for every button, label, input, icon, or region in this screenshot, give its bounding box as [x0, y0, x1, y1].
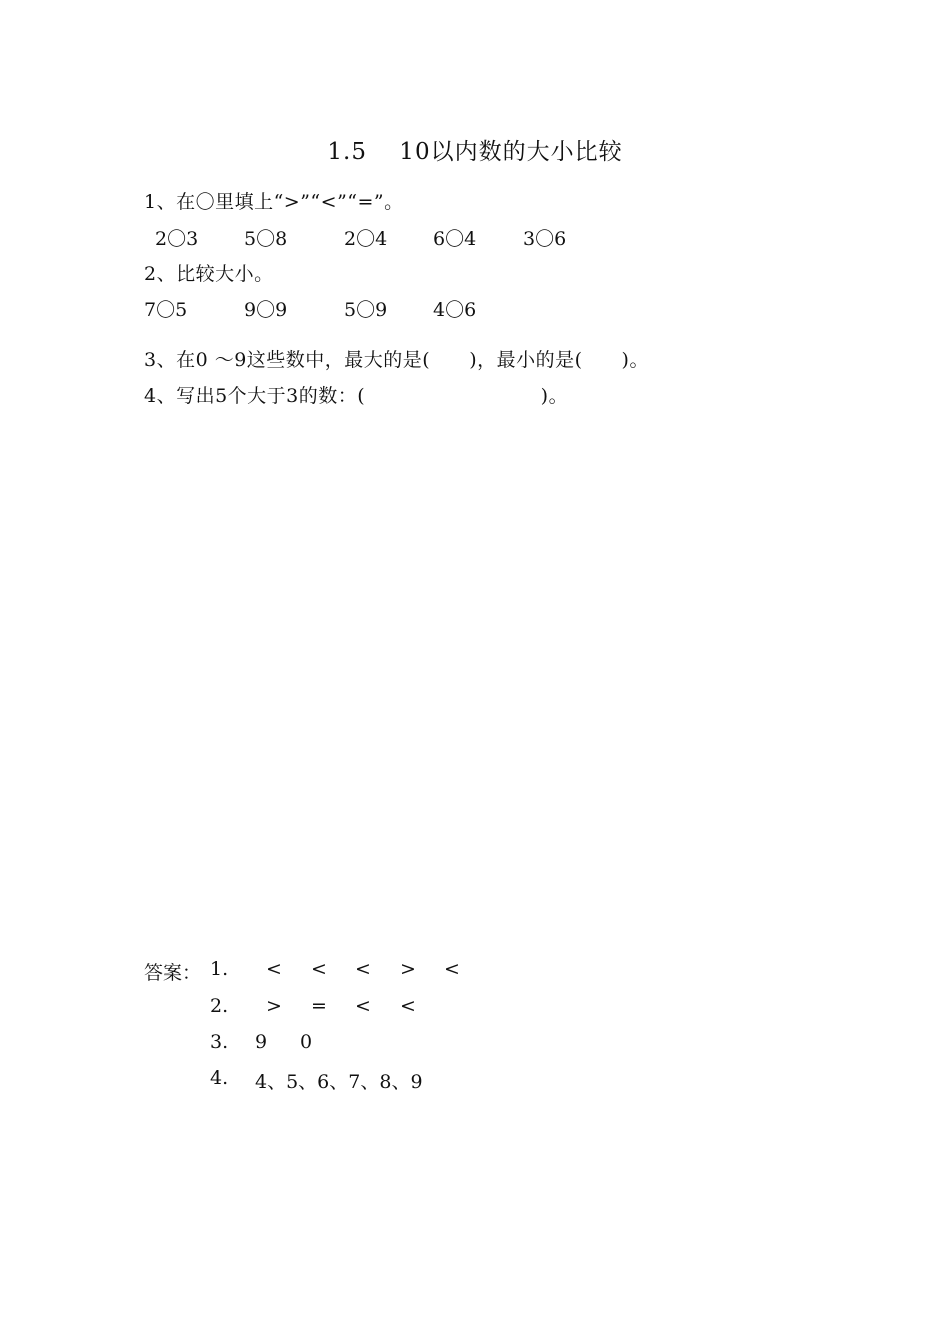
- answer-value: <: [266, 958, 282, 980]
- comparison-item: 3〇6: [523, 228, 567, 250]
- answer-value: >: [266, 995, 282, 1017]
- answer-value: =: [311, 995, 327, 1017]
- answer-value: >: [400, 958, 416, 980]
- answer-value: <: [400, 995, 416, 1017]
- answer-3-number: 3.: [210, 1031, 229, 1053]
- answer-value: <: [355, 995, 371, 1017]
- page-title: 1.5 10以内数的大小比较: [327, 139, 623, 165]
- answers-label: 答案：: [144, 962, 202, 984]
- answer-2-number: 2.: [210, 995, 229, 1017]
- comparison-item: 5〇8: [244, 228, 288, 250]
- comparison-item: 5〇9: [344, 299, 388, 321]
- comparison-item: 4〇6: [433, 299, 477, 321]
- comparison-item: 7〇5: [144, 299, 188, 321]
- answer-value: <: [444, 958, 460, 980]
- answer-value: 4、5、6、7、8、9: [255, 1071, 423, 1093]
- answer-value: 0: [300, 1031, 313, 1053]
- comparison-item: 9〇9: [244, 299, 288, 321]
- comparison-item: 2〇3: [155, 228, 199, 250]
- question-2-prompt: 2、比较大小。: [144, 263, 274, 285]
- answer-4-number: 4.: [210, 1067, 229, 1089]
- question-3: 3、在0 ～9这些数中，最大的是( )，最小的是( )。: [144, 349, 649, 371]
- answer-value: 9: [255, 1031, 268, 1053]
- answer-value: <: [355, 958, 371, 980]
- answer-value: <: [311, 958, 327, 980]
- comparison-item: 2〇4: [344, 228, 388, 250]
- answer-1-number: 1.: [210, 958, 229, 980]
- question-1-prompt: 1、在〇里填上“>”“<”“=”。: [144, 191, 404, 213]
- question-4: 4、写出5个大于3的数：( )。: [144, 385, 569, 407]
- comparison-item: 6〇4: [433, 228, 477, 250]
